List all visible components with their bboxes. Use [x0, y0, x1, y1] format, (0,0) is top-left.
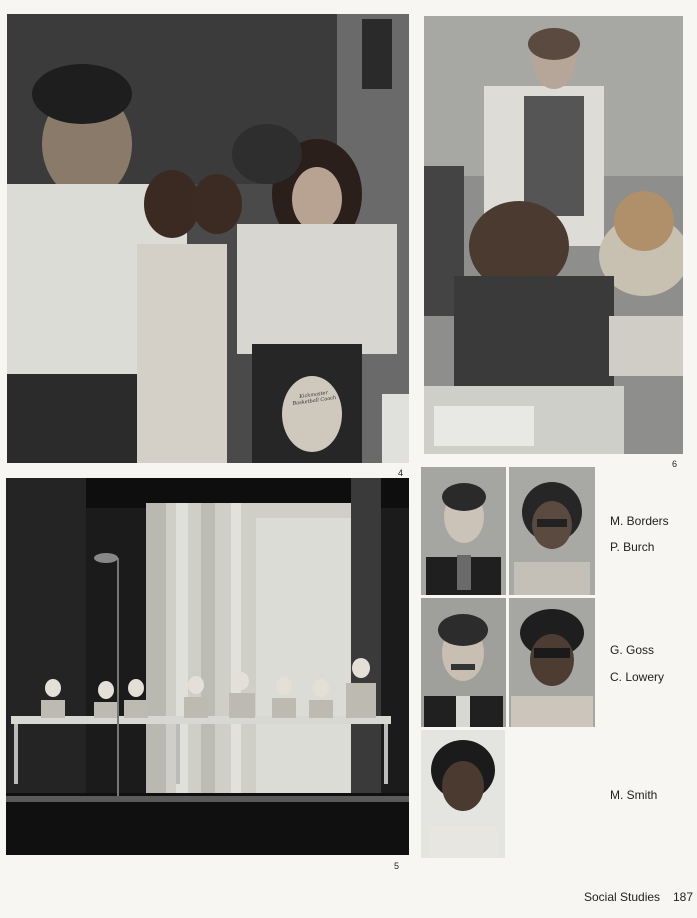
photo-group-with-doll-image	[7, 14, 409, 463]
section-title: Social Studies	[584, 890, 661, 904]
portrait-m-smith	[421, 730, 505, 858]
portrait-image	[421, 730, 505, 858]
portrait-m-borders	[421, 467, 506, 595]
photo-stage-panel-image	[6, 478, 409, 855]
photo-number: 4	[398, 468, 404, 478]
name-label: P. Burch	[610, 540, 655, 554]
photo-number: 5	[394, 861, 400, 871]
photo-stage-panel	[6, 478, 409, 855]
name-label: M. Borders	[610, 514, 669, 528]
portrait-p-burch	[509, 467, 595, 595]
portrait-image	[509, 598, 595, 727]
doll-sign-text: Kickmaster Basketball Coach	[292, 390, 337, 408]
name-label: M. Smith	[610, 788, 658, 802]
page-number: 187	[673, 890, 694, 904]
photo-number: 6	[672, 459, 678, 469]
photo-classroom-teacher	[424, 16, 683, 454]
portrait-c-lowery	[509, 598, 595, 727]
name-label: C. Lowery	[610, 670, 665, 684]
photo-group-with-doll	[7, 14, 409, 463]
portrait-image	[509, 467, 595, 595]
portrait-image	[421, 598, 506, 727]
photo-classroom-teacher-image	[424, 16, 683, 454]
portrait-g-goss	[421, 598, 506, 727]
portrait-image	[421, 467, 506, 595]
name-label: G. Goss	[610, 643, 655, 657]
